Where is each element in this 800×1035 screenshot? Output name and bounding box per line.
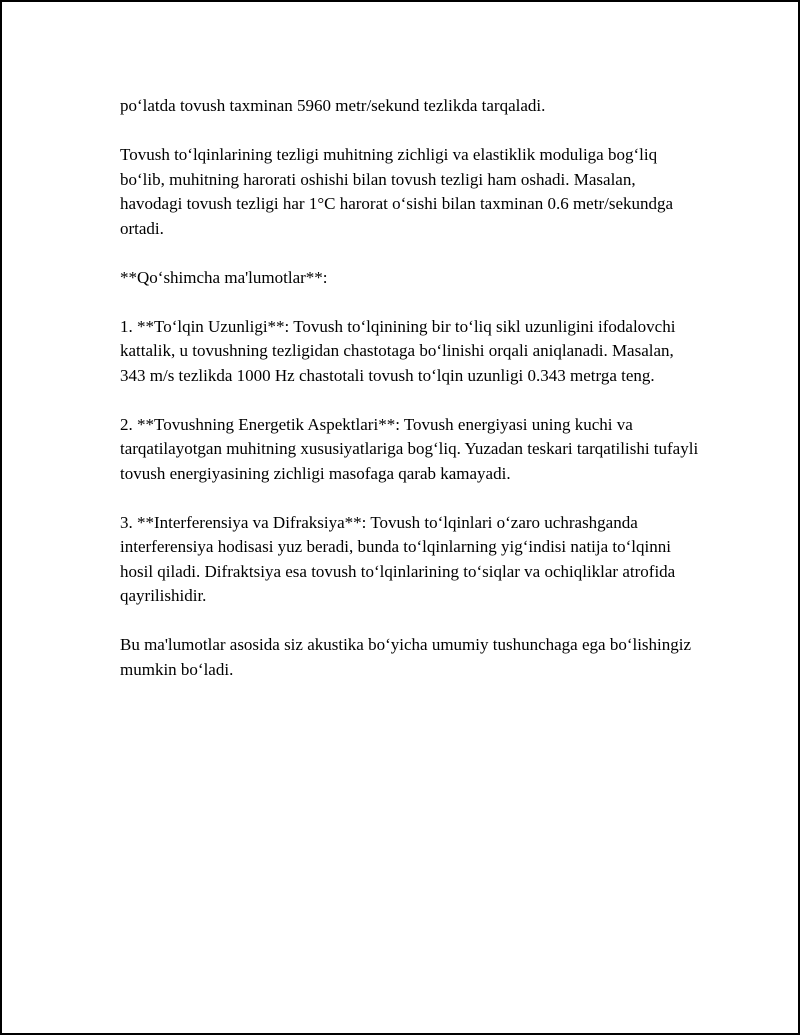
paragraph-wavelength: 1. **To‘lqin Uzunligi**: Tovush to‘lqinining bir to‘liq sikl uzunligini ifodalovchi kattalik, u tovushning tezligidan chastotaga bo‘linishi orqali aniqlanadi. Masalan, 343 m/s tezlikda 1000 Hz chastotali tovush to‘lqin uzunligi 0.343 metrga teng. (120, 316, 676, 385)
paragraph-interference-diffraction: 3. **Interferensiya va Difraksiya**: Tovush to‘lqinlari o‘zaro uchrashganda interferensiya hodisasi yuz beradi, bunda to‘lqinlarning yig‘indisi natija to‘lqinni hosil qiladi. Difraktsiya esa tovush to‘lqinlarining to‘siqlar va ochiqliklar atrofida qayrilishidir. (120, 512, 676, 605)
document-body (120, 94, 700, 707)
paragraph-energy-aspects: 2. **Tovushning Energetik Aspektlari**: Tovush energiyasi uning kuchi va tarqatilayotgan muhitning xususiyatlariga bog‘liq. Yuzadan teskari tarqatilishi tufayli tovush energiyasining zichligi masofaga qarab kamayadi. (120, 414, 699, 483)
paragraph-steel-speed: po‘latda tovush taxminan 5960 metr/sekund tezlikda tarqaladi. (120, 96, 546, 115)
paragraph-speed-factors: Tovush to‘lqinlarining tezligi muhitning zichligi va elastiklik moduliga bog‘liq bo‘lib, muhitning harorati oshishi bilan tovush tezligi ham oshadi. Masalan, havodagi tovush tezligi har 1°C harorat o‘sishi bilan taxminan 0.6 metr/sekundga ortadi. (120, 145, 674, 238)
paragraph-additional-info-heading: **Qo‘shimcha ma'lumotlar**: (120, 267, 328, 287)
paragraph-conclusion: Bu ma'lumotlar asosida siz akustika bo‘yicha umumiy tushunchaga ega bo‘lishingiz mumkin bo‘ladi. (120, 635, 692, 679)
